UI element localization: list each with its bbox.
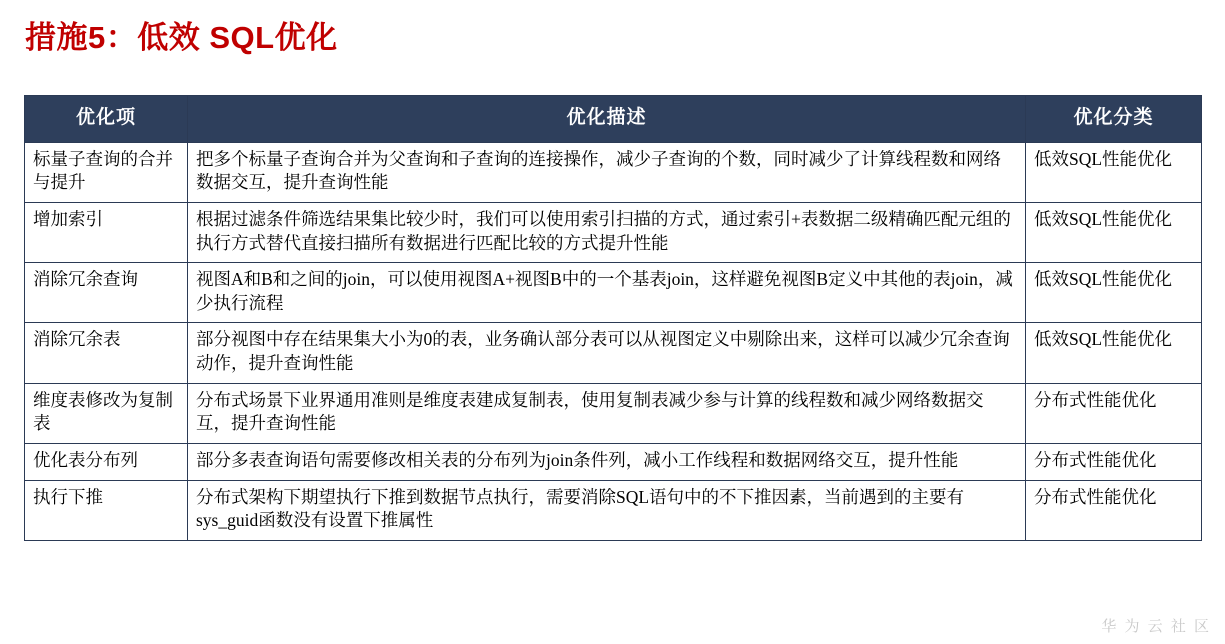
watermark: 华 为 云 社 区 bbox=[1101, 618, 1211, 635]
column-header-category: 优化分类 bbox=[1026, 96, 1202, 143]
table-row bbox=[25, 263, 1202, 323]
column-header-item: 优化项 bbox=[25, 96, 188, 143]
cell-item: 维度表修改为复制表 bbox=[25, 383, 188, 443]
table-row bbox=[25, 383, 1202, 443]
cell-item: 执行下推 bbox=[25, 480, 188, 540]
cell-description: 根据过滤条件筛选结果集比较少时，我们可以使用索引扫描的方式，通过索引+表数据二级精确匹配元组的执行方式替代直接扫描所有数据进行匹配比较的方式提升性能 bbox=[188, 202, 1026, 262]
cell-category: 低效SQL性能优化 bbox=[1026, 263, 1202, 323]
table-row bbox=[25, 202, 1202, 262]
table-row bbox=[25, 443, 1202, 480]
cell-category: 低效SQL性能优化 bbox=[1026, 142, 1202, 202]
table-row bbox=[25, 480, 1202, 540]
table-header-row bbox=[25, 96, 1202, 143]
table-body bbox=[25, 142, 1202, 540]
table-row bbox=[25, 323, 1202, 383]
page-title: 措施5：低效 SQL优化 bbox=[25, 20, 338, 55]
cell-description: 部分多表查询语句需要修改相关表的分布列为join条件列，减小工作线程和数据网络交互，提升性能 bbox=[188, 443, 1026, 480]
cell-category: 分布式性能优化 bbox=[1026, 480, 1202, 540]
cell-item: 增加索引 bbox=[25, 202, 188, 262]
cell-category: 分布式性能优化 bbox=[1026, 383, 1202, 443]
optimization-table bbox=[24, 95, 1202, 541]
cell-item: 消除冗余表 bbox=[25, 323, 188, 383]
cell-description: 把多个标量子查询合并为父查询和子查询的连接操作，减少子查询的个数，同时减少了计算线程数和网络数据交互，提升查询性能 bbox=[188, 142, 1026, 202]
column-header-description: 优化描述 bbox=[188, 96, 1026, 143]
cell-item: 消除冗余查询 bbox=[25, 263, 188, 323]
cell-description: 部分视图中存在结果集大小为0的表，业务确认部分表可以从视图定义中剔除出来，这样可以减少冗余查询动作，提升查询性能 bbox=[188, 323, 1026, 383]
cell-category: 分布式性能优化 bbox=[1026, 443, 1202, 480]
cell-description: 分布式架构下期望执行下推到数据节点执行，需要消除SQL语句中的不下推因素，当前遇到的主要有sys_guid函数没有设置下推属性 bbox=[188, 480, 1026, 540]
table-header bbox=[25, 96, 1202, 143]
cell-description: 分布式场景下业界通用准则是维度表建成复制表，使用复制表减少参与计算的线程数和减少网络数据交互，提升查询性能 bbox=[188, 383, 1026, 443]
cell-item: 优化表分布列 bbox=[25, 443, 188, 480]
optimization-table-container bbox=[24, 95, 1201, 541]
cell-category: 低效SQL性能优化 bbox=[1026, 323, 1202, 383]
cell-item: 标量子查询的合并与提升 bbox=[25, 142, 188, 202]
table-row bbox=[25, 142, 1202, 202]
cell-description: 视图A和B和之间的join，可以使用视图A+视图B中的一个基表join，这样避免视图B定义中其他的表join，减少执行流程 bbox=[188, 263, 1026, 323]
cell-category: 低效SQL性能优化 bbox=[1026, 202, 1202, 262]
